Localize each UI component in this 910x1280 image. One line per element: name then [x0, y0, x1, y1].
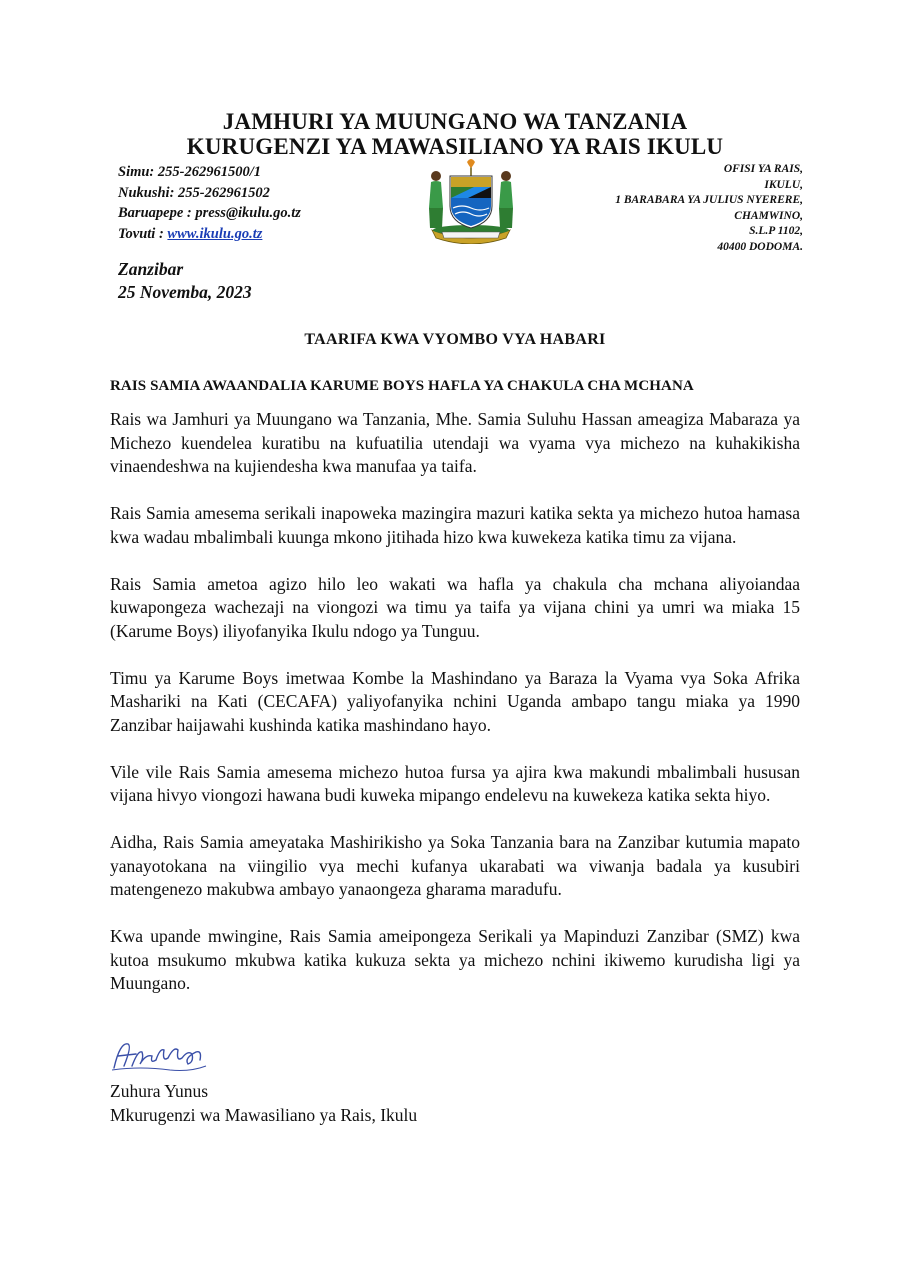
fax-line: Nukushi: 255-262961502	[118, 184, 270, 201]
place: Zanzibar	[118, 259, 184, 279]
header-title-directorate: KURUGENZI YA MAWASILIANO YA RAIS IKULU	[186, 134, 724, 159]
email-line: Baruapepe : press@ikulu.go.tz	[118, 205, 301, 221]
paragraph: Rais wa Jamhuri ya Muungano wa Tanzania, Mhe. Samia Suluhu Hassan ameagiza Mabaraza ya Michezo kuendelea kuratibu na kufuatilia utendaji wa vyama vya michezo na kuhakikisha vinaendeshwa na kujiendesha kwa manufaa ya taifa.	[110, 409, 800, 476]
paragraph: Aidha, Rais Samia ameyataka Mashirikisho ya Soka Tanzania bara na Zanzibar kutumia mapato yanayotokana na viingilio vya mechi kufanya ukarabati wa viwanja badala ya kusubiri matengenezo makubwa ambayo yanaongeza gharama maradufu.	[110, 832, 800, 899]
header-title-republic: JAMHURI YA MUUNGANO WA TANZANIA	[222, 109, 688, 134]
place-date-block	[118, 258, 252, 304]
website-link[interactable]: www.ikulu.go.tz	[167, 225, 263, 242]
address-line-6: 40400 DODOMA.	[717, 240, 803, 253]
paragraph: Rais Samia ametoa agizo hilo leo wakati wa hafla ya chakula cha mchana aliyoiandaa kuwapongeza wachezaji na viongozi wa timu ya taifa ya vijana chini ya umri wa miaka 15 (Karume Boys) iliyofanyika Ikulu ndogo ya Tunguu.	[110, 573, 800, 641]
signer-block	[110, 1080, 417, 1127]
contact-left-block	[118, 162, 301, 244]
address-line-5: S.L.P 1102,	[749, 225, 803, 237]
signer-name: Zuhura Yunus	[110, 1081, 209, 1101]
signer-title: Mkurugenzi wa Mawasiliano ya Rais, Ikulu	[110, 1104, 418, 1125]
website-label: Tovuti :	[118, 225, 168, 242]
paragraph: Vile vile Rais Samia amesema michezo hutoa fursa ya ajira kwa makundi mbalimbali hususan vijana hivyo viongozi hawana budi kuweka mipango endelevu na kuwekeza katika sekta hiyo.	[110, 761, 800, 805]
address-line-4: CHAMWINO,	[734, 209, 803, 222]
headline: RAIS SAMIA AWAANDALIA KARUME BOYS HAFLA YA CHAKULA CHA MCHANA	[110, 378, 694, 394]
body-text	[110, 408, 800, 1019]
contact-right-block	[543, 162, 803, 255]
signature-icon	[110, 1036, 210, 1076]
phone-line: Simu: 255-262961500/1	[118, 164, 261, 180]
website-line	[118, 224, 301, 245]
press-release-title: TAARIFA KWA VYOMBO VYA HABARI	[304, 331, 606, 348]
address-line-2: IKULU,	[764, 178, 803, 191]
coat-of-arms-icon	[422, 158, 520, 244]
paragraph: Rais Samia amesema serikali inapoweka mazingira mazuri katika sekta ya michezo hutoa hamasa kwa wadau mbalimbali kuunga mkono jitihada hizo kwa kuwekeza katika timu za vijana.	[110, 503, 800, 547]
date: 25 Novemba, 2023	[118, 282, 252, 302]
paragraph: Timu ya Karume Boys imetwaa Kombe la Mashindano ya Baraza la Vyama vya Soka Afrika Mashariki na Kati (CECAFA) yaliyofanyika nchini Uganda ambapo tangu miaka ya 1990 Zanzibar haijawahi kushinda katika mashindano hayo.	[110, 667, 800, 735]
address-line-1: OFISI YA RAIS,	[723, 163, 803, 175]
paragraph: Kwa upande mwingine, Rais Samia ameipongeza Serikali ya Mapinduzi Zanzibar (SMZ) kwa kutoa msukumo mkubwa katika kukuza sekta ya michezo nchini ikiwemo kurudisha ligi ya Muungano.	[110, 926, 800, 993]
address-line-3: 1 BARABARA YA JULIUS NYERERE,	[615, 194, 803, 206]
